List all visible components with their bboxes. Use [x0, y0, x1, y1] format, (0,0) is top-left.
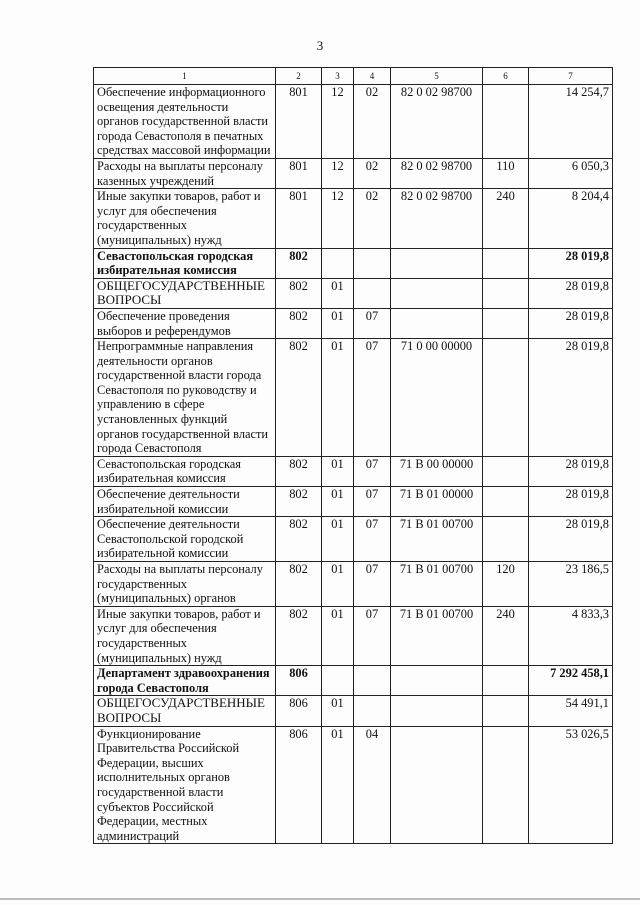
row-name-cell: Функционирование Правительства Российской Федерации, высших исполнительных органов государственной власти субъектов Российской Федерации, местных администраций — [94, 726, 276, 844]
table-row — [94, 726, 613, 844]
row-dept-code-cell: 801 — [276, 189, 322, 248]
row-dept-code-cell: 801 — [276, 85, 322, 159]
row-subsection-cell: 04 — [354, 726, 391, 844]
row-amount-cell: 28 019,8 — [529, 248, 613, 278]
row-section-cell: 01 — [322, 606, 354, 665]
header-row — [94, 68, 613, 85]
row-target-article-cell: 71 0 00 00000 — [391, 339, 483, 457]
row-expense-type-cell — [483, 278, 529, 308]
row-target-article-cell: 82 0 02 98700 — [391, 85, 483, 159]
row-name-cell: Обеспечение проведения выборов и референдумов — [94, 308, 276, 338]
table-row — [94, 487, 613, 517]
row-expense-type-cell — [483, 726, 529, 844]
row-section-cell: 01 — [322, 487, 354, 517]
table-row — [94, 278, 613, 308]
scan-edge — [0, 898, 640, 900]
row-name-cell: Расходы на выплаты персоналу казенных учреждений — [94, 158, 276, 188]
row-amount-cell: 4 833,3 — [529, 606, 613, 665]
row-target-article-cell: 71 В 01 00000 — [391, 487, 483, 517]
row-target-article-cell: 71 В 00 00000 — [391, 456, 483, 486]
row-dept-code-cell: 806 — [276, 666, 322, 696]
row-name-cell: Обеспечение деятельности избирательной комиссии — [94, 487, 276, 517]
table-row — [94, 562, 613, 607]
row-name-cell: Иные закупки товаров, работ и услуг для обеспечения государственных (муниципальных) нужд — [94, 189, 276, 248]
row-amount-cell: 28 019,8 — [529, 278, 613, 308]
row-target-article-cell — [391, 726, 483, 844]
table-row — [94, 158, 613, 188]
row-amount-cell: 53 026,5 — [529, 726, 613, 844]
row-target-article-cell — [391, 278, 483, 308]
row-dept-code-cell: 802 — [276, 248, 322, 278]
table-row — [94, 248, 613, 278]
row-section-cell: 01 — [322, 308, 354, 338]
table-row — [94, 517, 613, 562]
row-expense-type-cell: 240 — [483, 189, 529, 248]
row-amount-cell: 28 019,8 — [529, 456, 613, 486]
table-row — [94, 308, 613, 338]
row-section-cell: 01 — [322, 456, 354, 486]
row-amount-cell: 8 204,4 — [529, 189, 613, 248]
row-expense-type-cell — [483, 517, 529, 562]
row-expense-type-cell — [483, 308, 529, 338]
row-section-cell: 12 — [322, 85, 354, 159]
header-col-2: 2 — [276, 68, 322, 85]
row-name-cell: Обеспечение деятельности Севастопольской городской избирательной комиссии — [94, 517, 276, 562]
row-section-cell — [322, 666, 354, 696]
row-target-article-cell: 82 0 02 98700 — [391, 189, 483, 248]
header-col-6: 6 — [483, 68, 529, 85]
row-subsection-cell: 07 — [354, 339, 391, 457]
table-row — [94, 339, 613, 457]
row-dept-code-cell: 802 — [276, 517, 322, 562]
row-amount-cell: 6 050,3 — [529, 158, 613, 188]
row-section-cell: 01 — [322, 517, 354, 562]
row-subsection-cell — [354, 696, 391, 726]
table-row — [94, 696, 613, 726]
row-subsection-cell: 07 — [354, 562, 391, 607]
row-dept-code-cell: 806 — [276, 696, 322, 726]
row-dept-code-cell: 802 — [276, 278, 322, 308]
row-amount-cell: 28 019,8 — [529, 339, 613, 457]
row-amount-cell: 7 292 458,1 — [529, 666, 613, 696]
row-expense-type-cell: 120 — [483, 562, 529, 607]
page-number: 3 — [316, 38, 324, 53]
row-target-article-cell — [391, 248, 483, 278]
row-section-cell: 12 — [322, 158, 354, 188]
row-name-cell: ОБЩЕГОСУДАРСТВЕННЫЕ ВОПРОСЫ — [94, 278, 276, 308]
row-amount-cell: 28 019,8 — [529, 308, 613, 338]
row-subsection-cell: 07 — [354, 456, 391, 486]
table-body — [94, 85, 613, 844]
row-expense-type-cell — [483, 456, 529, 486]
row-subsection-cell — [354, 248, 391, 278]
row-name-cell: Севастопольская городская избирательная комиссия — [94, 456, 276, 486]
header-col-3: 3 — [322, 68, 354, 85]
row-dept-code-cell: 802 — [276, 562, 322, 607]
row-section-cell: 01 — [322, 726, 354, 844]
row-name-cell: ОБЩЕГОСУДАРСТВЕННЫЕ ВОПРОСЫ — [94, 696, 276, 726]
row-subsection-cell — [354, 278, 391, 308]
row-target-article-cell — [391, 308, 483, 338]
header-col-5: 5 — [391, 68, 483, 85]
row-name-cell: Севастопольская городская избирательная комиссия — [94, 248, 276, 278]
row-subsection-cell: 07 — [354, 606, 391, 665]
table-row — [94, 189, 613, 248]
table-row — [94, 666, 613, 696]
row-dept-code-cell: 802 — [276, 456, 322, 486]
row-expense-type-cell — [483, 339, 529, 457]
row-expense-type-cell — [483, 487, 529, 517]
row-section-cell — [322, 248, 354, 278]
row-amount-cell: 54 491,1 — [529, 696, 613, 726]
row-subsection-cell: 02 — [354, 158, 391, 188]
row-section-cell: 01 — [322, 696, 354, 726]
row-dept-code-cell: 802 — [276, 339, 322, 457]
row-section-cell: 01 — [322, 339, 354, 457]
row-expense-type-cell — [483, 85, 529, 159]
row-name-cell: Расходы на выплаты персоналу государственных (муниципальных) органов — [94, 562, 276, 607]
row-dept-code-cell: 802 — [276, 308, 322, 338]
row-name-cell: Непрограммные направления деятельности органов государственной власти города Севастополя по руководству и управлению в сфере установленных функций органов государственной власти города Севастополя — [94, 339, 276, 457]
row-section-cell: 01 — [322, 278, 354, 308]
row-subsection-cell: 02 — [354, 85, 391, 159]
row-expense-type-cell — [483, 248, 529, 278]
row-dept-code-cell: 806 — [276, 726, 322, 844]
row-target-article-cell: 71 В 01 00700 — [391, 606, 483, 665]
row-target-article-cell: 71 В 01 00700 — [391, 517, 483, 562]
row-subsection-cell: 07 — [354, 308, 391, 338]
row-target-article-cell — [391, 696, 483, 726]
row-expense-type-cell: 240 — [483, 606, 529, 665]
row-expense-type-cell — [483, 666, 529, 696]
row-subsection-cell: 07 — [354, 517, 391, 562]
row-section-cell: 12 — [322, 189, 354, 248]
row-target-article-cell: 82 0 02 98700 — [391, 158, 483, 188]
row-name-cell: Иные закупки товаров, работ и услуг для обеспечения государственных (муниципальных) нужд — [94, 606, 276, 665]
header-col-4: 4 — [354, 68, 391, 85]
row-target-article-cell — [391, 666, 483, 696]
row-subsection-cell: 07 — [354, 487, 391, 517]
row-amount-cell: 28 019,8 — [529, 487, 613, 517]
row-name-cell: Департамент здравоохранения города Севастополя — [94, 666, 276, 696]
row-expense-type-cell — [483, 696, 529, 726]
row-dept-code-cell: 802 — [276, 606, 322, 665]
table-row — [94, 85, 613, 159]
row-amount-cell: 23 186,5 — [529, 562, 613, 607]
row-subsection-cell: 02 — [354, 189, 391, 248]
row-section-cell: 01 — [322, 562, 354, 607]
row-dept-code-cell: 802 — [276, 487, 322, 517]
row-target-article-cell: 71 В 01 00700 — [391, 562, 483, 607]
row-dept-code-cell: 801 — [276, 158, 322, 188]
table-row — [94, 606, 613, 665]
budget-table — [93, 67, 613, 844]
header-col-7: 7 — [529, 68, 613, 85]
row-name-cell: Обеспечение информационного освещения деятельности органов государственной власти города Севастополя в печатных средствах массовой информации — [94, 85, 276, 159]
row-amount-cell: 14 254,7 — [529, 85, 613, 159]
row-subsection-cell — [354, 666, 391, 696]
row-amount-cell: 28 019,8 — [529, 517, 613, 562]
row-expense-type-cell: 110 — [483, 158, 529, 188]
table-row — [94, 456, 613, 486]
header-col-1: 1 — [94, 68, 276, 85]
